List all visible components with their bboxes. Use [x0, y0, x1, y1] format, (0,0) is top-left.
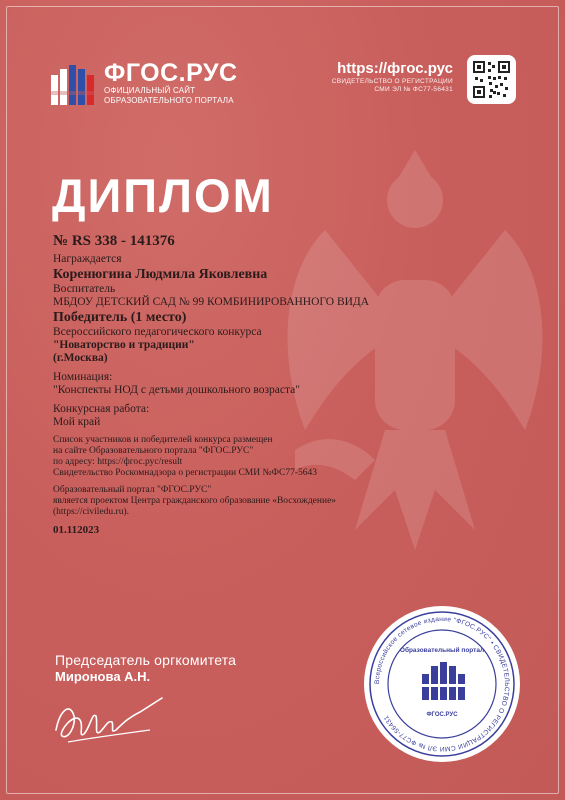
info-line-2: на сайте Образовательного портала "ФГОС.РУС"	[53, 446, 254, 456]
info-line-4: Свидетельство Роскомнадзора о регистрации СМИ №ФС77-5643	[53, 468, 318, 478]
chair-title: Председатель оргкомитета	[55, 652, 237, 668]
diploma-body	[53, 232, 443, 537]
portal-line-2: является проектом Центра гражданского образование «Восхождение»	[53, 496, 337, 506]
signature-icon	[50, 690, 170, 750]
chair-name: Миронова А.Н.	[55, 669, 151, 684]
chair-block	[55, 652, 236, 685]
diploma-number: № RS 338 - 141376	[53, 233, 175, 249]
brand-subtitle-2: ОБРАЗОВАТЕЛЬНОГО ПОРТАЛА	[104, 95, 234, 105]
site-url[interactable]: https://фгос.рус	[337, 60, 453, 77]
brand-name: ФГОС.РУС	[104, 59, 238, 87]
issue-date: 01.112023	[53, 524, 100, 536]
nomination-label: Номинация:	[53, 371, 113, 383]
registration-line-1: СВИДЕТЕЛЬСТВО О РЕГИСТРАЦИИ	[331, 78, 453, 85]
stamp-ring-text: Всероссийское сетевое издание "ФГОС.РУС" • СВИДЕТЕЛЬСТВО О РЕГИСТРАЦИИ СМИ ЭЛ № ФС77-56431	[373, 615, 511, 753]
qr-code-icon	[467, 55, 516, 104]
place-award: Победитель (1 место)	[53, 310, 187, 325]
work-value: Мой край	[53, 416, 101, 428]
brand-subtitle-1: ОФИЦИАЛЬНЫЙ САЙТ	[104, 86, 196, 95]
contest-name: "Новаторство и традиции"	[53, 339, 195, 351]
info-line-1: Список участников и победителей конкурса размещен	[53, 435, 273, 445]
nomination-value: "Конспекты НОД с детьми дошкольного возраста"	[53, 384, 300, 396]
official-stamp	[362, 604, 522, 764]
brand-block	[104, 60, 238, 105]
info-line-3: по адресу: https://фгос.рус/result	[53, 457, 183, 467]
portal-line-1: Образовательный портал "ФГОС.РУС"	[53, 485, 212, 495]
recipient-organization: МБДОУ ДЕТСКИЙ САД № 99 КОМБИНИРОВАННОГО ВИДА	[53, 296, 370, 308]
diploma-title: ДИПЛОМ	[52, 169, 274, 222]
contest-city: (г.Москва)	[53, 352, 108, 364]
work-label: Конкурсная работа:	[53, 403, 150, 415]
recipient-position: Воспитатель	[53, 283, 116, 295]
logo-flag-icon	[49, 61, 99, 105]
contest-type: Всероссийского педагогического конкурса	[53, 326, 262, 338]
awarded-label: Награждается	[53, 253, 122, 265]
stamp-brand: ФГОС.РУС	[426, 712, 458, 718]
portal-line-3: (https://civiledu.ru).	[53, 507, 129, 517]
stamp-inner-text: Образовательный портал	[399, 647, 485, 654]
recipient-name: Коренюгина Людмила Яковлевна	[53, 267, 268, 282]
registration-line-2: СМИ ЭЛ № ФС77-56431	[374, 86, 453, 93]
site-block	[332, 60, 453, 94]
